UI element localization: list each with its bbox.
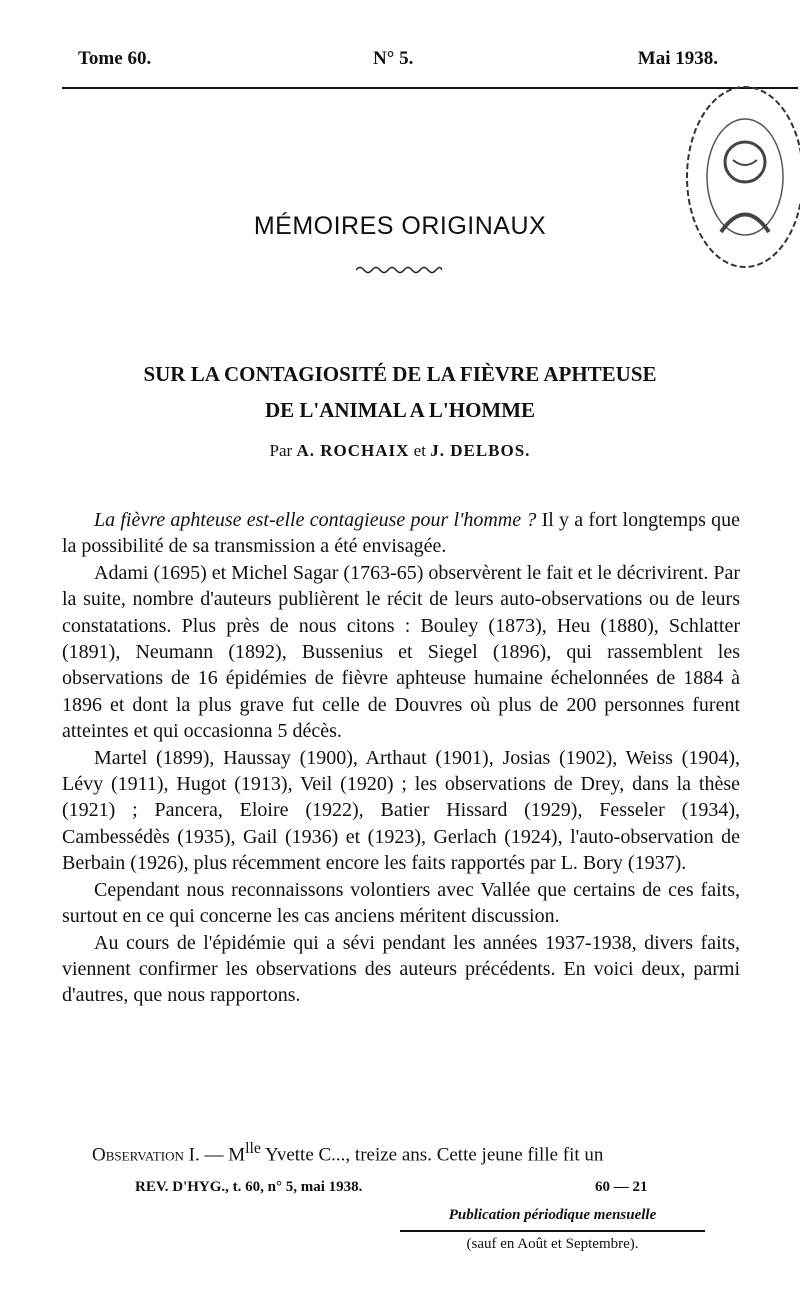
paragraph-4: Cependant nous reconnaissons volontiers avec Vallée que certains de ces faits, surtout en ce qui concerne les cas anciens méritent discussion. (62, 878, 740, 928)
library-stamp-icon (673, 82, 800, 272)
observation-label: Observation I. (92, 1144, 200, 1166)
opening-question: La fièvre aphteuse est-elle contagieuse pour l'homme ? (94, 509, 537, 531)
observation-mlle-sup: lle (245, 1140, 261, 1157)
footer-page-number: 60 — 21 (595, 1179, 648, 1195)
publication-schedule: (sauf en Août et Septembre). (466, 1236, 639, 1252)
observation-start (92, 1140, 740, 1166)
byline-prefix: Par (269, 441, 293, 460)
observation-mlle: M (228, 1144, 246, 1166)
header-number: N° 5. (373, 48, 414, 69)
header-volume: Tome 60. (78, 48, 152, 69)
article-title-line1: SUR LA CONTAGIOSITÉ DE LA FIÈVRE APHTEUSE (143, 362, 657, 386)
paragraph-5: Au cours de l'épidémie qui a sévi pendant les années 1937-1938, divers faits, viennent confirmer les observations des auteurs précédents. En voici deux, parmi d'autres, que nous rapportons. (62, 931, 740, 1007)
paragraph-3: Martel (1899), Haussay (1900), Arthaut (1901), Josias (1902), Weiss (1904), Lévy (1911), Hugot (1913), Veil (1920) ; les observations de Drey, dans la thèse (1921) ; Pancera, Eloire (1922), Batier Hissard (1929), Fesseler (1934), Cambessédès (1935), Gail (1936) et (1923), Gerlach (1924), l'auto-observation de Berbain (1926), plus récemment encore les faits rapportés par L. Bory (1937). (62, 746, 740, 875)
author-2: J. DELBOS. (430, 441, 531, 460)
header-date: Mai 1938. (637, 48, 718, 69)
byline (0, 441, 800, 461)
paragraph-2: Adami (1695) et Michel Sagar (1763-65) observèrent le fait et le décrivirent. Par la suite, nombre d'auteurs publièrent le récit de leurs auto-observations ou de leurs constatations. Plus près de nous citons : Bouley (1873), Heu (1880), Schlatter (1891), Neumann (1892), Bussenius et Siegel (1896), qui rassemblent les observations de 16 épidémies de fièvre aphteuse humaine échelonnées de 1884 à 1896 et dont la plus grave fut celle de Douvres où plus de 200 personnes furent atteintes et qui occasionna 5 décès. (62, 561, 740, 743)
article-title (0, 356, 800, 428)
page-footer (135, 1179, 695, 1201)
article-title-line2: DE L'ANIMAL A L'HOMME (264, 398, 536, 422)
publication-note: Publication périodique mensuelle (448, 1207, 657, 1223)
article-body (62, 507, 740, 1009)
byline-and: et (413, 441, 426, 460)
footer-rule (400, 1230, 705, 1232)
observation-text: Yvette C..., treize ans. Cette jeune fille fit un (260, 1144, 604, 1166)
paragraph-1 (62, 507, 740, 560)
ornament-divider (356, 265, 442, 275)
paragraph-1-rest: Il y a fort longtemps que la possibilité de sa transmission a été envisagée. (62, 509, 740, 558)
author-1: A. ROCHAIX (296, 441, 410, 460)
section-title: MÉMOIRES ORIGINAUX (253, 212, 547, 240)
observation-dash: — (199, 1144, 229, 1166)
footer-citation: REV. D'HYG., t. 60, n° 5, mai 1938. (135, 1179, 363, 1195)
running-header (78, 48, 718, 76)
